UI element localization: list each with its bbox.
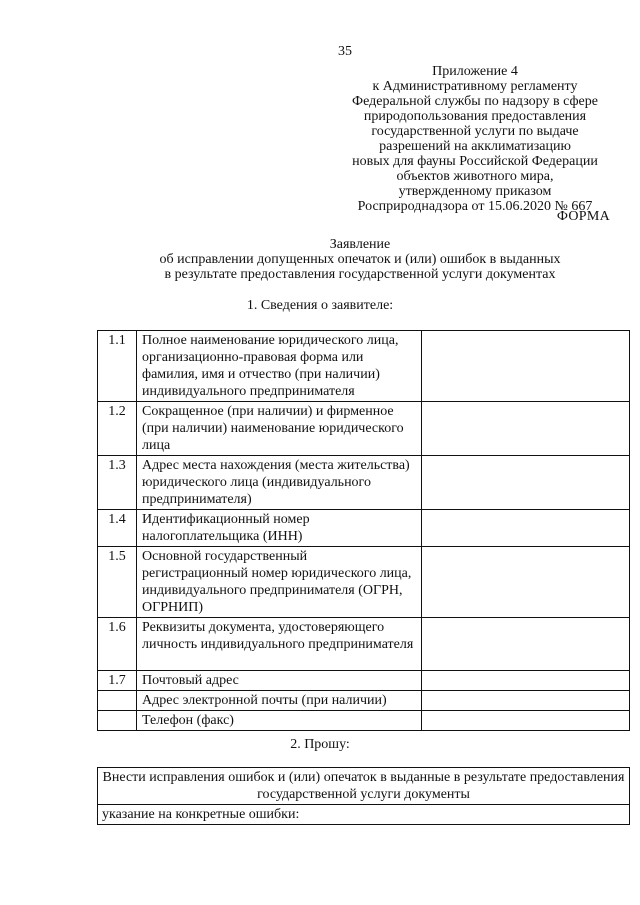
row-label: Реквизиты документа, удостоверяющего личность индивидуального предпринимателя xyxy=(137,618,422,671)
row-label: Основной государственный регистрационный номер юридического лица, индивидуального предпринимателя (ОГРН, ОГРНИП) xyxy=(137,547,422,618)
table-row xyxy=(98,691,630,711)
page-number: 35 xyxy=(338,44,352,59)
row-value-field[interactable] xyxy=(422,510,630,547)
statement-heading xyxy=(100,237,620,282)
row-number: 1.2 xyxy=(98,402,137,456)
appendix-line: к Административному регламенту xyxy=(372,79,578,94)
appendix-line: Росприроднадзора от 15.06.2020 № 667 xyxy=(357,199,593,214)
appendix-line: утвержденному приказом xyxy=(398,184,552,199)
table-row xyxy=(98,711,630,731)
row-value-field[interactable] xyxy=(422,711,630,731)
statement-title: Заявление xyxy=(329,237,391,252)
table-row xyxy=(98,805,630,825)
row-label: Почтовый адрес xyxy=(137,671,422,691)
row-number xyxy=(98,711,137,731)
appendix-line: природопользования предоставления xyxy=(363,109,587,124)
table-row xyxy=(98,331,630,402)
appendix-line: объектов животного мира, xyxy=(396,169,554,184)
row-value-field[interactable] xyxy=(422,331,630,402)
table-row xyxy=(98,547,630,618)
appendix-line: Приложение 4 xyxy=(432,64,518,79)
row-number: 1.3 xyxy=(98,456,137,510)
row-value-field[interactable] xyxy=(422,402,630,456)
table-row xyxy=(98,456,630,510)
table-row xyxy=(98,510,630,547)
row-number: 1.4 xyxy=(98,510,137,547)
row-number: 1.1 xyxy=(98,331,137,402)
appendix-line: Федеральной службы по надзору в сфере xyxy=(352,94,598,109)
appendix-line: новых для фауны Российской Федерации xyxy=(352,154,598,169)
table-row xyxy=(98,671,630,691)
section2-heading: 2. Прошу: xyxy=(290,737,350,752)
statement-line: об исправлении допущенных опечаток и (или) ошибок в выданных xyxy=(159,252,561,267)
table-row xyxy=(98,618,630,671)
row-number: 1.5 xyxy=(98,547,137,618)
form-label: ФОРМА xyxy=(556,209,610,224)
row-label: Идентификационный номер налогоплательщика (ИНН) xyxy=(137,510,422,547)
row-number xyxy=(98,691,137,711)
applicant-info-table xyxy=(97,330,630,731)
appendix-line: государственной услуги по выдаче xyxy=(371,124,579,139)
row-value-field[interactable] xyxy=(422,618,630,671)
row-label: Полное наименование юридического лица, организационно-правовая форма или фамилия, имя и отчество (при наличии) индивидуального предпринимателя xyxy=(137,331,422,402)
request-text: Внести исправления ошибок и (или) опечаток в выданные в результате предоставления государственной услуги документы xyxy=(98,768,630,805)
row-value-field[interactable] xyxy=(422,671,630,691)
row-value-field[interactable] xyxy=(422,547,630,618)
appendix-line: разрешений на акклиматизацию xyxy=(379,139,571,154)
section1-heading: 1. Сведения о заявителе: xyxy=(246,298,394,313)
table-row xyxy=(98,768,630,805)
row-label: Адрес электронной почты (при наличии) xyxy=(137,691,422,711)
row-label: Адрес места нахождения (места жительства) юридического лица (индивидуального предпринимателя) xyxy=(137,456,422,510)
row-number: 1.7 xyxy=(98,671,137,691)
table-row xyxy=(98,402,630,456)
row-value-field[interactable] xyxy=(422,456,630,510)
statement-line: в результате предоставления государственной услуги документах xyxy=(164,267,556,282)
appendix-block xyxy=(330,64,620,214)
row-number: 1.6 xyxy=(98,618,137,671)
row-label: Телефон (факс) xyxy=(137,711,422,731)
request-table xyxy=(97,767,630,825)
errors-label[interactable]: указание на конкретные ошибки: xyxy=(98,805,630,825)
row-value-field[interactable] xyxy=(422,691,630,711)
row-label: Сокращенное (при наличии) и фирменное (при наличии) наименование юридического лица xyxy=(137,402,422,456)
